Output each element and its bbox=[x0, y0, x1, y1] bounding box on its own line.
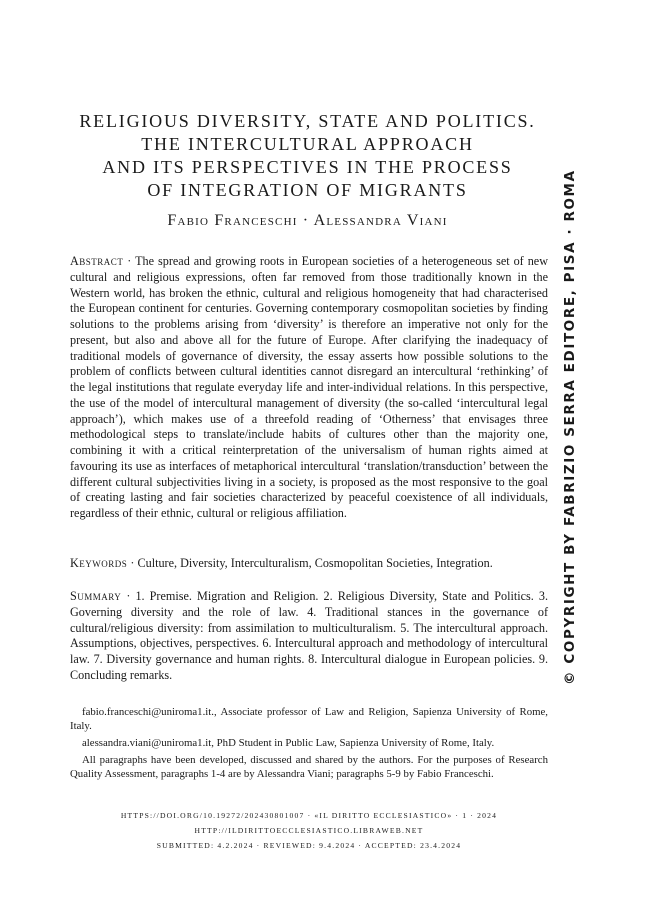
abstract bbox=[70, 254, 548, 522]
title-line-4: OF INTEGRATION OF MIGRANTS bbox=[147, 180, 468, 200]
copyright-notice: © COPYRIGHT BY FABRIZIO SERRA EDITORE, PISA · ROMA bbox=[562, 169, 578, 685]
keywords-label: Keywords bbox=[70, 556, 128, 570]
keywords-separator: · bbox=[127, 556, 138, 570]
summary-separator: · bbox=[121, 589, 136, 603]
summary-label: Summary bbox=[70, 589, 122, 603]
footnote-contributions: All paragraphs have been developed, discussed and shared by the authors. For the purposes of Research Quality Assessment, paragraphs 1-4 are by Alessandra Viani; paragraphs 5-9 by Fabio Franceschi. bbox=[70, 754, 548, 780]
doi-line: HTTPS://DOI.ORG/10.19272/202430801007 · «IL DIRITTO ECCLESIASTICO» · 1 · 2024 bbox=[120, 811, 498, 820]
footnote-author-2: alessandra.viani@uniroma1.it, PhD Student in Public Law, Sapienza University of Rome, Italy. bbox=[82, 737, 495, 749]
title-line-3: AND ITS PERSPECTIVES IN THE PROCESS bbox=[102, 157, 513, 177]
abstract-separator: · bbox=[123, 254, 136, 268]
summary-text: 1. Premise. Migration and Religion. 2. Religious Diversity, State and Politics. 3. Governing diversity and the role of law. 4. Traditional stances in the governance of cultural/religious diversity: from assimilation to multiculturalism. 5. The intercultural approach. Assumptions, objectives, perspectives. 6. Intercultural approach and methodology of intercultural law. 7. Diversity governance and human rights. 8. Intercultural dialogue in European policies. 9. Concluding remarks. bbox=[70, 589, 548, 682]
abstract-text: The spread and growing roots in European societies of a heterogeneous set of new cultural and religious expressions, often far removed from those traditionally known in the Western world, has broken the ethnic, cultural and religious homogeneity that had characterised the European continent for centuries. Governing contemporary cosmopolitan societies by finding solutions to the problems arising from ‘diversity’ is therefore an imperative not only for the present, but also and above all for the future of Europe. After clarifying the inadequacy of traditional models of governance of diversity, the essay asserts how possible solutions to the problem of conflicts between cultural identities cannot disregard an intercultural ‘rethinking’ of the legal institutions that regulate everyday life and inter-individual relations. In this perspective, the use of the model of intercultural management of diversity (the so-called ‘intercultural legal approach’), which makes use of a threefold reading of ‘Otherness’ that envisages three methodological steps to translate/include habits of cultures other than the majority one, combining it with a critical reinterpretation of the universalism of human rights aimed at favouring its use as interfaces of metaphorical intercultural ‘translation/transduction’ between the different cultural subjectivities living in a society, is proposed as the most responsive to the goal of creating lasting and fair societies characterized by peaceful coexistence of all individuals, regardless of their ethnic, cultural or religious affiliation. bbox=[70, 254, 548, 520]
abstract-label: Abstract bbox=[70, 254, 124, 268]
authors: Fabio Franceschi · Alessandra Viani bbox=[167, 212, 448, 229]
url-line: HTTP://ILDIRITTOECCLESIASTICO.LIBRAWEB.NET bbox=[194, 826, 424, 835]
dates-line: SUBMITTED: 4.2.2024 · REVIEWED: 9.4.2024 · ACCEPTED: 23.4.2024 bbox=[156, 841, 462, 850]
title-line-2: THE INTERCULTURAL APPROACH bbox=[141, 134, 474, 154]
article-title bbox=[60, 110, 555, 202]
keywords bbox=[70, 556, 548, 572]
footnotes bbox=[70, 705, 548, 784]
title-line-1: RELIGIOUS DIVERSITY, STATE AND POLITICS. bbox=[79, 111, 536, 131]
summary bbox=[70, 589, 548, 684]
footnote-author-1: fabio.franceschi@uniroma1.it., Associate professor of Law and Religion, Sapienza University of Rome, Italy. bbox=[70, 706, 548, 732]
keywords-text: Culture, Diversity, Interculturalism, Cosmopolitan Societies, Integration. bbox=[137, 556, 493, 570]
